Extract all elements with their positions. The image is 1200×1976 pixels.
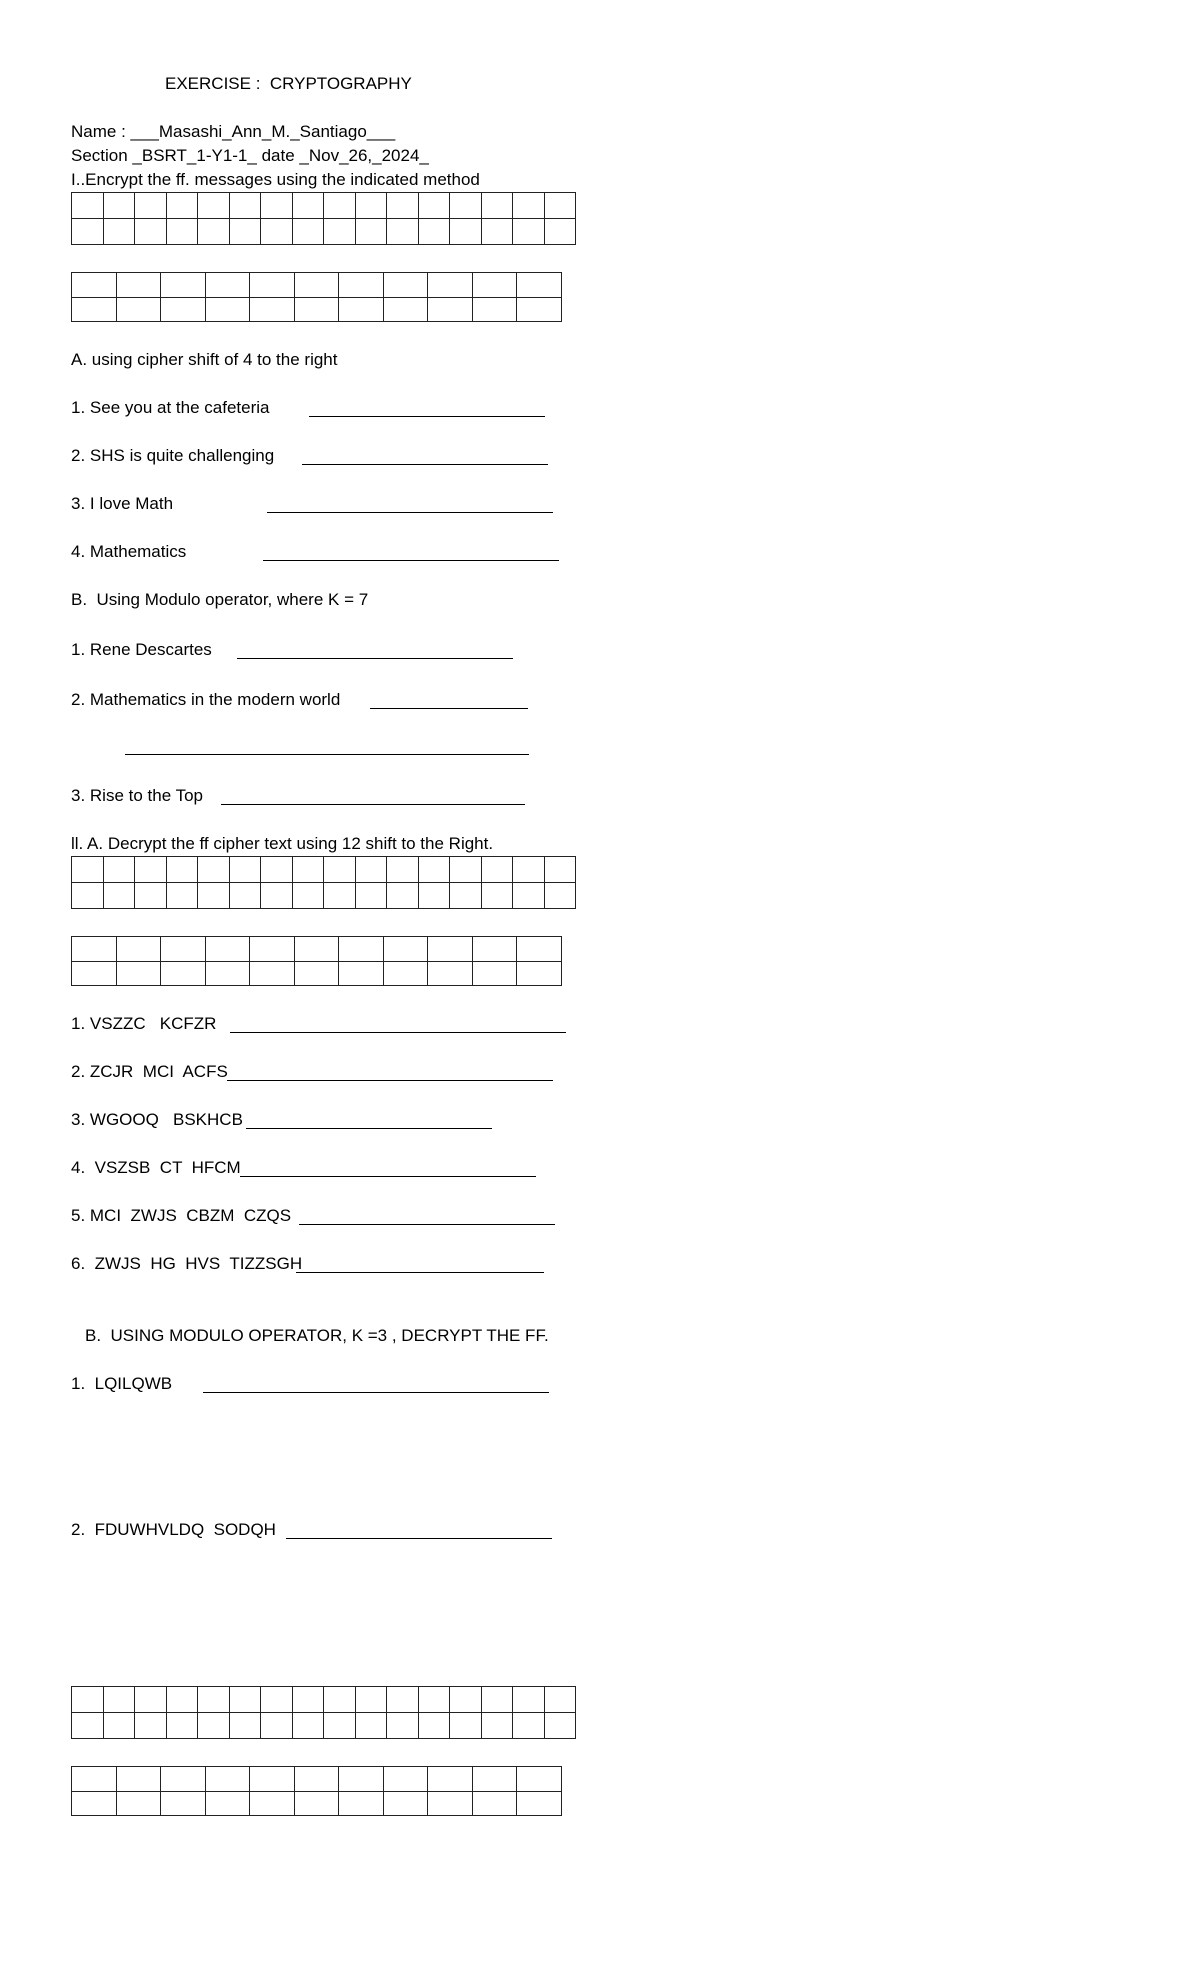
answer-blank[interactable]	[302, 464, 548, 465]
part1-a-heading: A. using cipher shift of 4 to the right	[71, 350, 338, 369]
grid-cell	[517, 937, 562, 962]
grid-cell	[229, 857, 261, 883]
grid-cell	[428, 1767, 473, 1792]
grid-cell	[513, 193, 545, 219]
grid-cell	[72, 297, 117, 322]
grid-cell	[339, 273, 384, 298]
grid-cell	[294, 1767, 339, 1792]
grid-cell	[72, 1713, 104, 1739]
grid-cell	[387, 193, 419, 219]
grid-cell	[544, 883, 576, 909]
grid-cell	[72, 961, 117, 986]
grid-cell	[261, 1713, 293, 1739]
grid-cell	[294, 937, 339, 962]
grid-cell	[517, 961, 562, 986]
grid-cell	[116, 1791, 161, 1816]
grid-cell	[481, 857, 513, 883]
grid-cell	[250, 297, 295, 322]
grid-cell	[517, 273, 562, 298]
grid-cell	[72, 883, 104, 909]
alphabet-grid-16	[71, 1686, 576, 1739]
grid-cell	[261, 883, 293, 909]
grid-cell	[428, 961, 473, 986]
grid-cell	[229, 1687, 261, 1713]
grid-cell	[292, 1687, 324, 1713]
grid-cell	[135, 883, 167, 909]
alphabet-grid-16	[71, 856, 576, 909]
grid-cell	[294, 273, 339, 298]
answer-blank[interactable]	[263, 560, 559, 561]
grid-cell	[103, 883, 135, 909]
answer-blank[interactable]	[230, 1032, 566, 1033]
answer-blank[interactable]	[240, 1176, 536, 1177]
answer-blank[interactable]	[267, 512, 553, 513]
alphabet-grid-11	[71, 1766, 562, 1816]
grid-cell	[250, 937, 295, 962]
grid-cell	[418, 1687, 450, 1713]
grid-cell	[544, 193, 576, 219]
grid-cell	[387, 883, 419, 909]
grid-cell	[383, 937, 428, 962]
grid-cell	[428, 937, 473, 962]
grid-cell	[166, 857, 198, 883]
grid-cell	[450, 193, 482, 219]
part1-a-item: 4. Mathematics	[71, 542, 187, 561]
part2-heading: ll. A. Decrypt the ff cipher text using 12 shift to the Right.	[71, 834, 494, 853]
grid-cell	[135, 193, 167, 219]
grid-cell	[517, 1791, 562, 1816]
grid-cell	[198, 883, 230, 909]
grid-cell	[472, 961, 517, 986]
grid-cell	[72, 273, 117, 298]
grid-cell	[198, 193, 230, 219]
grid-cell	[544, 857, 576, 883]
grid-cell	[513, 857, 545, 883]
grid-cell	[72, 193, 104, 219]
part1-a-item: 3. I love Math	[71, 494, 174, 513]
answer-blank[interactable]	[309, 416, 545, 417]
grid-cell	[513, 219, 545, 245]
grid-cell	[450, 1687, 482, 1713]
grid-cell	[292, 857, 324, 883]
answer-blank[interactable]	[370, 708, 528, 709]
grid-cell	[472, 1791, 517, 1816]
grid-cell	[387, 219, 419, 245]
grid-cell	[72, 1791, 117, 1816]
grid-cell	[103, 193, 135, 219]
grid-cell	[428, 1791, 473, 1816]
grid-cell	[472, 273, 517, 298]
grid-cell	[103, 219, 135, 245]
part2-b-item: 1. LQILQWB	[71, 1374, 173, 1393]
answer-blank[interactable]	[296, 1272, 544, 1273]
grid-cell	[229, 219, 261, 245]
grid-cell	[383, 961, 428, 986]
grid-cell	[339, 1791, 384, 1816]
grid-cell	[229, 1713, 261, 1739]
grid-cell	[161, 1767, 206, 1792]
grid-cell	[339, 297, 384, 322]
grid-cell	[383, 1767, 428, 1792]
grid-cell	[513, 1713, 545, 1739]
grid-cell	[166, 219, 198, 245]
grid-cell	[135, 1687, 167, 1713]
grid-cell	[387, 1713, 419, 1739]
part1-b-item: 1. Rene Descartes	[71, 640, 212, 659]
answer-blank[interactable]	[237, 658, 513, 659]
answer-blank[interactable]	[203, 1392, 549, 1393]
grid-cell	[324, 219, 356, 245]
grid-cell	[472, 1767, 517, 1792]
grid-cell	[292, 193, 324, 219]
grid-cell	[517, 297, 562, 322]
grid-cell	[383, 273, 428, 298]
grid-cell	[161, 297, 206, 322]
grid-cell	[294, 1791, 339, 1816]
part1-b-item: 2. Mathematics in the modern world	[71, 690, 341, 709]
grid-cell	[292, 1713, 324, 1739]
grid-cell	[339, 961, 384, 986]
grid-cell	[418, 1713, 450, 1739]
grid-cell	[339, 937, 384, 962]
grid-cell	[450, 883, 482, 909]
grid-cell	[116, 961, 161, 986]
grid-cell	[324, 1687, 356, 1713]
grid-cell	[161, 273, 206, 298]
grid-cell	[383, 1791, 428, 1816]
grid-cell	[135, 857, 167, 883]
grid-cell	[261, 193, 293, 219]
grid-cell	[116, 1767, 161, 1792]
grid-cell	[135, 1713, 167, 1739]
grid-cell	[198, 1687, 230, 1713]
grid-cell	[481, 1687, 513, 1713]
grid-cell	[205, 1791, 250, 1816]
grid-cell	[292, 219, 324, 245]
grid-cell	[383, 297, 428, 322]
part2-a-item: 5. MCI ZWJS CBZM CZQS	[71, 1206, 292, 1225]
grid-cell	[103, 857, 135, 883]
part2-a-item: 3. WGOOQ BSKHCB	[71, 1110, 243, 1129]
part1-heading: I..Encrypt the ff. messages using the indicated method	[71, 170, 480, 189]
student-name-line: Name : ___Masashi_Ann_M._Santiago___	[71, 122, 396, 141]
grid-cell	[450, 857, 482, 883]
grid-cell	[418, 883, 450, 909]
grid-cell	[116, 273, 161, 298]
grid-cell	[166, 193, 198, 219]
grid-cell	[355, 883, 387, 909]
grid-cell	[72, 1767, 117, 1792]
grid-cell	[513, 1687, 545, 1713]
grid-cell	[355, 1713, 387, 1739]
part1-b-heading: B. Using Modulo operator, where K = 7	[71, 590, 369, 609]
grid-cell	[418, 193, 450, 219]
grid-cell	[355, 1687, 387, 1713]
part1-a-item: 2. SHS is quite challenging	[71, 446, 275, 465]
alphabet-grid-11	[71, 936, 562, 986]
grid-cell	[355, 219, 387, 245]
grid-cell	[472, 297, 517, 322]
grid-cell	[161, 961, 206, 986]
grid-cell	[513, 883, 545, 909]
part1-b-item: 3. Rise to the Top	[71, 786, 203, 805]
grid-cell	[229, 193, 261, 219]
grid-cell	[166, 1713, 198, 1739]
grid-cell	[481, 883, 513, 909]
grid-cell	[418, 219, 450, 245]
grid-cell	[205, 297, 250, 322]
grid-cell	[72, 857, 104, 883]
part2-a-item: 6. ZWJS HG HVS TIZZSGH	[71, 1254, 303, 1273]
grid-cell	[481, 219, 513, 245]
alphabet-grid-16	[71, 192, 576, 245]
grid-cell	[324, 193, 356, 219]
grid-cell	[229, 883, 261, 909]
grid-cell	[261, 219, 293, 245]
grid-cell	[161, 937, 206, 962]
grid-cell	[198, 219, 230, 245]
alphabet-grid-11	[71, 272, 562, 322]
grid-cell	[261, 857, 293, 883]
grid-cell	[250, 1791, 295, 1816]
grid-cell	[387, 1687, 419, 1713]
grid-cell	[428, 273, 473, 298]
grid-cell	[387, 857, 419, 883]
answer-blank[interactable]	[246, 1128, 492, 1129]
grid-cell	[294, 961, 339, 986]
grid-cell	[205, 937, 250, 962]
grid-cell	[72, 1687, 104, 1713]
grid-cell	[428, 297, 473, 322]
grid-cell	[72, 937, 117, 962]
grid-cell	[324, 1713, 356, 1739]
grid-cell	[205, 273, 250, 298]
grid-cell	[166, 883, 198, 909]
grid-cell	[481, 1713, 513, 1739]
grid-cell	[250, 1767, 295, 1792]
answer-blank[interactable]	[221, 804, 525, 805]
grid-cell	[481, 193, 513, 219]
grid-cell	[72, 219, 104, 245]
grid-cell	[103, 1713, 135, 1739]
grid-cell	[324, 883, 356, 909]
grid-cell	[472, 937, 517, 962]
grid-cell	[355, 857, 387, 883]
grid-cell	[166, 1687, 198, 1713]
grid-cell	[116, 937, 161, 962]
part2-a-item: 4. VSZSB CT HFCM	[71, 1158, 241, 1177]
worksheet-title: EXERCISE : CRYPTOGRAPHY	[165, 74, 412, 93]
grid-cell	[292, 883, 324, 909]
grid-cell	[116, 297, 161, 322]
part2-a-item: 2. ZCJR MCI ACFS	[71, 1062, 228, 1081]
grid-cell	[250, 961, 295, 986]
grid-cell	[324, 857, 356, 883]
grid-cell	[135, 219, 167, 245]
part2-b-item: 2. FDUWHVLDQ SODQH	[71, 1520, 276, 1539]
answer-blank[interactable]	[299, 1224, 555, 1225]
grid-cell	[339, 1767, 384, 1792]
grid-cell	[205, 961, 250, 986]
grid-cell	[250, 273, 295, 298]
part2-a-item: 1. VSZZC KCFZR	[71, 1014, 217, 1033]
part2-b-heading: B. USING MODULO OPERATOR, K =3 , DECRYPT THE FF.	[85, 1326, 549, 1345]
section-date-line: Section _BSRT_1-Y1-1_ date _Nov_26,_2024_	[71, 146, 429, 165]
grid-cell	[450, 219, 482, 245]
grid-cell	[294, 297, 339, 322]
grid-cell	[261, 1687, 293, 1713]
answer-blank[interactable]	[286, 1538, 552, 1539]
grid-cell	[418, 857, 450, 883]
grid-cell	[517, 1767, 562, 1792]
grid-cell	[198, 857, 230, 883]
answer-blank-continuation[interactable]	[125, 754, 529, 755]
grid-cell	[198, 1713, 230, 1739]
grid-cell	[544, 219, 576, 245]
grid-cell	[161, 1791, 206, 1816]
grid-cell	[544, 1713, 576, 1739]
grid-cell	[355, 193, 387, 219]
grid-cell	[544, 1687, 576, 1713]
grid-cell	[205, 1767, 250, 1792]
part1-a-item: 1. See you at the cafeteria	[71, 398, 270, 417]
answer-blank[interactable]	[227, 1080, 553, 1081]
grid-cell	[103, 1687, 135, 1713]
grid-cell	[450, 1713, 482, 1739]
